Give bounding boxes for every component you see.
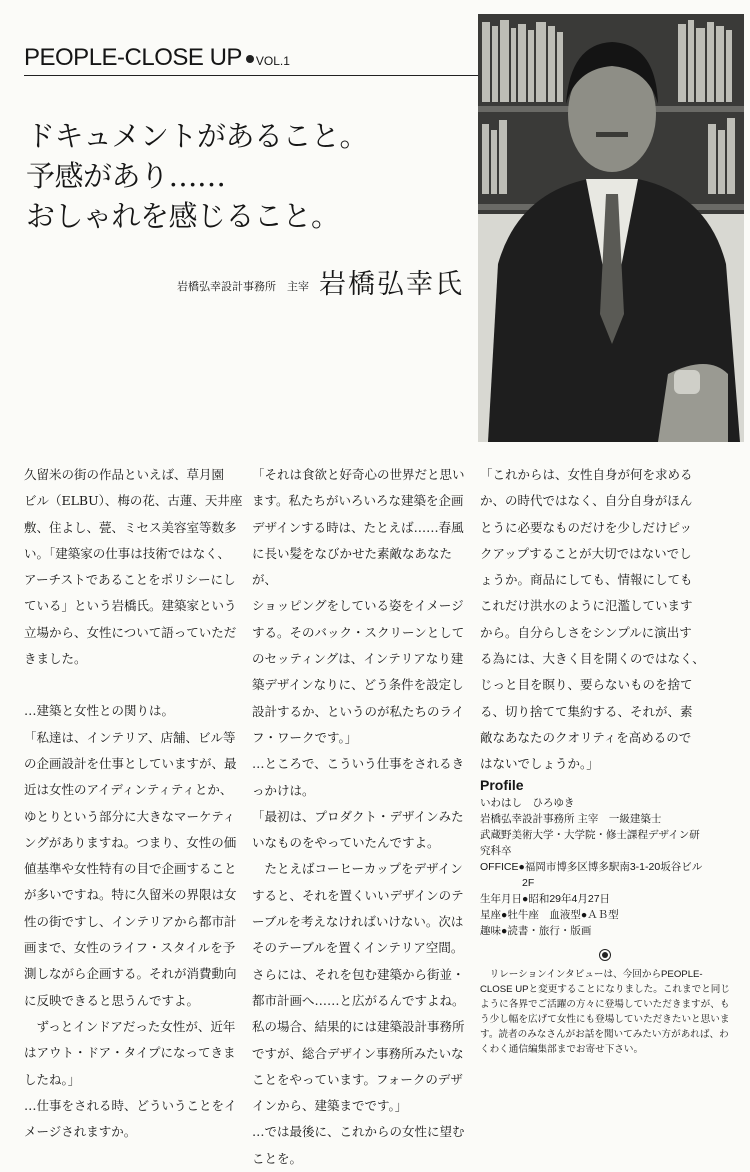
body-line: る、切り捨てて集約する、それが、素 xyxy=(480,703,693,719)
body-line: はアウト・ドア・タイプになってきま xyxy=(24,1045,236,1061)
body-line: したね。」 xyxy=(24,1071,81,1087)
body-line: 敷、住よし、甍、ミセス美容室等数多 xyxy=(24,519,237,535)
profile-line: 究科卒 xyxy=(480,845,512,857)
article-column-3 xyxy=(480,462,730,778)
body-line: そのテーブルを置くインテリア空間。 xyxy=(252,940,464,956)
article-column-1 xyxy=(24,462,256,1145)
body-line: 「最初は、プロダクト・デザインみた xyxy=(252,808,464,824)
body-line: 敵なあなたのクオリティを高めるので xyxy=(480,729,692,745)
body-line: する。そのバック・スクリーンとして xyxy=(252,624,465,640)
profile-line: 2F xyxy=(480,877,535,889)
series-title: PEOPLE-CLOSE UP xyxy=(24,44,242,71)
question-line: っかけは。 xyxy=(252,782,315,798)
body-line: じっと目を瞑り、要らないものを捨て xyxy=(480,677,693,693)
profile-line: 武蔵野美術大学・大学院・修士課程デザイン研 xyxy=(480,829,700,841)
portrait-photo-icon xyxy=(478,14,744,442)
byline xyxy=(177,262,464,301)
blank-line xyxy=(24,672,256,698)
body-line: はないでしょうか。」 xyxy=(480,756,599,772)
body-line: すると、それを置くいいデザインのテ xyxy=(252,887,464,903)
article-column-2 xyxy=(252,462,474,1172)
headline-line: おしゃれを感じること。 xyxy=(26,199,340,233)
body-line: さらには、それを包む建築から街並・ xyxy=(252,966,465,982)
body-line: 測しながら企画する。それが消費動向 xyxy=(24,966,237,982)
body-line: ビル（ELBU）、梅の花、古蓮、天井座 xyxy=(24,493,243,509)
body-line: に反映できると思うんですよ。 xyxy=(24,992,200,1008)
body-line: に長い髪をなびかせた素敵なあなたが、 xyxy=(252,545,453,588)
question-line: …ところで、こういう仕事をされるき xyxy=(252,756,465,772)
profile-line: 星座●牡牛座 血液型●ＡＢ型 xyxy=(480,909,619,921)
profile-line: OFFICE●福岡市博多区博多駅南3-1-20坂谷ビル xyxy=(480,861,703,873)
profile-line: 岩橋弘幸設計事務所 主宰 一級建築士 xyxy=(480,813,662,825)
body-line: 「それは食欲と好奇心の世界だと思い xyxy=(252,467,465,482)
editorial-note: リレーションインタビューは、今回からPEOPLE-CLOSE UPと変更することになりました。これまでと同じように各界でご活躍の方々に登場していただきますが、もう少し幅を広げて女性にも登場していただきたいと思います。読者のみなさんがお話を聞いてみたい方があれば、わくわく通信編集部までお寄せ下さい。 xyxy=(480,969,730,1055)
question-line: …建築と女性との関りは。 xyxy=(24,703,175,719)
body-line: いなものをやっていたんですよ。 xyxy=(252,835,440,851)
headline-line: ドキュメントがあること。 xyxy=(26,119,369,153)
body-line: クアップすることが大切ではないでし xyxy=(480,545,692,561)
body-line: ている」という岩橋氏。建築家という xyxy=(24,598,237,614)
body-line: が多いですね。特に久留米の界限は女 xyxy=(24,887,237,903)
body-line: たとえばコーヒーカップをデザイン xyxy=(252,861,463,877)
body-line: 設計するか、というのが私たちのライ xyxy=(252,703,465,719)
body-line: 性の街ですし、インテリアから都市計 xyxy=(24,913,237,929)
question-line: …では最後に、これからの女性に望む xyxy=(252,1124,465,1140)
body-line: フ・ワークです。」 xyxy=(252,729,358,745)
headline-line: 予感があり…… xyxy=(26,159,226,193)
body-line: 近は女性のアイディンティティとか、 xyxy=(24,782,233,798)
body-line: ショッピングをしている姿をイメージ xyxy=(252,598,464,614)
body-line: 久留米の街の作品といえば、草月園 xyxy=(24,467,225,482)
question-line: メージされますか。 xyxy=(24,1124,137,1140)
portrait-photo xyxy=(478,14,744,442)
profile-line: いわはし ひろゆき xyxy=(480,797,575,809)
body-line: きました。 xyxy=(24,651,87,667)
body-line: デザインする時は、たとえば……春風 xyxy=(252,519,464,535)
body-line: ゆとりという部分に大きなマーケティ xyxy=(24,808,236,824)
question-line: ことを。 xyxy=(252,1150,303,1166)
profile-box xyxy=(480,777,730,1057)
body-line: インから、建築までです。」 xyxy=(252,1098,408,1114)
body-line: い。「建築家の仕事は技術ではなく、 xyxy=(24,545,231,561)
body-line: か、の時代ではなく、自分自身がほん xyxy=(480,493,693,509)
byline-organization: 岩橋弘幸設計事務所 主宰 xyxy=(177,281,309,293)
body-line: ですが、総合デザイン事務所みたいな xyxy=(252,1045,464,1061)
body-line: 築デザインなりに、どう条件を設定し xyxy=(252,677,464,693)
body-line: ーブルを考えなければいけない。次は xyxy=(252,914,464,930)
body-line: 立場から、女性について語っていただ xyxy=(24,624,237,640)
body-line: これだけ洪水のように氾濫しています xyxy=(480,598,693,614)
question-line: …仕事をされる時、どういうことをイ xyxy=(24,1097,237,1113)
body-line: ます。私たちがいろいろな建築を企画 xyxy=(252,493,464,509)
profile-line: 趣味●読書・旅行・版画 xyxy=(480,925,592,937)
headline xyxy=(26,116,476,236)
profile-heading: Profile xyxy=(480,777,524,793)
body-line: 都市計画へ……と広がるんですよね。 xyxy=(252,992,465,1008)
body-line: ずっとインドアだった女性が、近年 xyxy=(24,1018,236,1034)
body-line: の企画設計を仕事としていますが、最 xyxy=(24,755,237,771)
body-line: 画まで、女性のライフ・スタイルを予 xyxy=(24,940,236,956)
body-line: ょうか。商品にしても、情報にしても xyxy=(480,572,693,588)
volume-label: VOL.1 xyxy=(255,54,290,68)
body-line: のセッティングは、インテリアなり建 xyxy=(252,651,464,667)
body-line: アーチストであることをポリシーにし xyxy=(24,572,236,588)
body-line: とうに必要なものだけを少しだけピッ xyxy=(480,519,693,535)
byline-name: 岩橋弘幸氏 xyxy=(319,269,464,300)
profile-line: 生年月日●昭和29年4月27日 xyxy=(480,893,611,905)
bullet-dot-icon xyxy=(246,55,254,63)
body-line: から。自分らしさをシンプルに演出す xyxy=(480,624,692,640)
body-line: ングがありますね。つまり、女性の価 xyxy=(24,834,237,850)
body-line: 私の場合、結果的には建築設計事務所 xyxy=(252,1019,465,1035)
body-line: る為には、大きく目を開くのではなく、 xyxy=(480,651,705,667)
article-header xyxy=(24,44,480,76)
ornament-icon xyxy=(599,949,611,961)
body-line: 値基準や女性特有の目で企画すること xyxy=(24,861,237,877)
body-line: 「これからは、女性自身が何を求める xyxy=(480,467,693,482)
body-line: 「私達は、インテリア、店舗、ビル等 xyxy=(24,729,236,745)
body-line: ことをやっています。フォークのデザ xyxy=(252,1071,463,1087)
